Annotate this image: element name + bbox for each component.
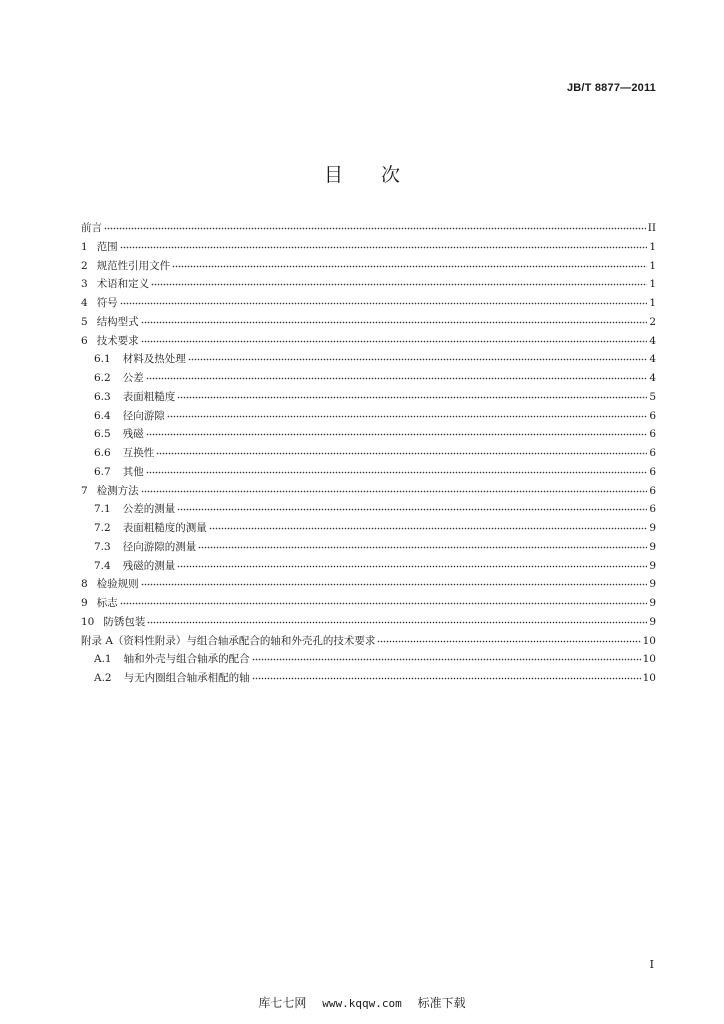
toc-entry-label: 互换性 — [122, 447, 155, 459]
toc-leader-dots — [120, 595, 648, 606]
toc-entry-label: 符号 — [96, 297, 118, 309]
toc-entry-number: 2 — [81, 259, 88, 272]
toc-entry-page: 9 — [649, 615, 656, 628]
toc-entry-label: 表面粗糙度的测量 — [122, 522, 207, 534]
toc-entry-page: 1 — [649, 259, 656, 272]
toc-entry-number: 3 — [81, 278, 88, 291]
toc-leader-dots — [252, 670, 641, 681]
toc-entry[interactable] — [81, 408, 656, 427]
toc-entry-label: 前言 — [81, 222, 102, 234]
toc-leader-dots — [188, 351, 648, 362]
toc-leader-dots — [252, 651, 641, 662]
toc-leader-dots — [146, 426, 648, 437]
toc-entry[interactable] — [81, 445, 656, 464]
toc-entry-number: 5 — [81, 315, 88, 328]
document-code: JB/T 8877—2011 — [566, 82, 656, 94]
toc-leader-dots — [177, 501, 647, 512]
toc-leader-dots — [141, 313, 648, 324]
toc-entry[interactable] — [81, 633, 656, 652]
toc-entry-page: 6 — [649, 503, 656, 516]
toc-entry-label: 范围 — [96, 240, 118, 253]
toc-entry-number: 7.4 — [94, 559, 111, 572]
toc-entry[interactable] — [81, 558, 656, 577]
toc-leader-dots — [120, 238, 648, 249]
toc-entry-label: 技术要求 — [96, 334, 139, 347]
toc-entry-page: 9 — [649, 559, 656, 572]
toc-entry[interactable] — [81, 483, 656, 502]
toc-entry[interactable] — [81, 295, 656, 314]
toc-entry-number: A.1 — [94, 653, 112, 666]
toc-entry-number: 10 — [81, 615, 95, 628]
toc-leader-dots — [167, 407, 648, 418]
toc-entry-number: 6.7 — [94, 465, 111, 478]
toc-entry-page: 4 — [649, 334, 656, 347]
toc-entry-page: 6 — [649, 409, 656, 422]
toc-entry-number: 7 — [81, 484, 88, 497]
toc-leader-dots — [177, 388, 647, 399]
toc-entry[interactable] — [81, 314, 656, 333]
toc-leader-dots — [172, 257, 647, 268]
toc-entry-page: 4 — [649, 372, 656, 384]
toc-entry[interactable] — [81, 220, 656, 239]
toc-entry-page: 9 — [649, 578, 656, 591]
toc-entry-number: 6.4 — [94, 409, 111, 422]
toc-entry[interactable] — [81, 670, 656, 689]
toc-entry-label: 公差 — [122, 372, 144, 384]
toc-entry-label: 防锈包装 — [103, 615, 146, 628]
toc-entry-number: A.2 — [94, 672, 112, 684]
toc-entry-page: 9 — [649, 597, 656, 609]
toc-leader-dots — [377, 632, 640, 643]
toc-entry[interactable] — [81, 539, 656, 558]
toc-leader-dots — [198, 538, 647, 549]
table-of-contents — [81, 220, 656, 689]
toc-leader-dots — [147, 613, 647, 624]
toc-leader-dots — [141, 332, 648, 343]
toc-entry[interactable] — [81, 651, 656, 670]
toc-entry-page: 10 — [642, 634, 656, 647]
page-number: I — [649, 958, 654, 971]
toc-entry-number: 6 — [81, 334, 88, 347]
toc-entry-label: 径向游隙 — [122, 409, 165, 422]
toc-entry[interactable] — [81, 595, 656, 614]
toc-leader-dots — [156, 445, 647, 456]
toc-entry[interactable] — [81, 520, 656, 539]
toc-leader-dots — [151, 276, 647, 287]
toc-entry-number: 7.3 — [94, 540, 111, 553]
toc-leader-dots — [141, 482, 648, 493]
toc-leader-dots — [104, 220, 646, 231]
footer-tagline: 标准下载 — [417, 996, 466, 1010]
toc-entry[interactable] — [81, 389, 656, 408]
toc-entry[interactable] — [81, 276, 656, 295]
toc-entry-page: 10 — [642, 653, 656, 666]
footer-url[interactable]: www.kqqw.com — [322, 997, 402, 1010]
toc-entry-label: 残磁 — [122, 428, 144, 441]
toc-leader-dots — [120, 295, 648, 306]
toc-entry-page: 5 — [649, 390, 656, 403]
toc-entry-number: 9 — [81, 597, 88, 609]
toc-entry-number: 4 — [81, 297, 88, 309]
toc-entry-label: 附录 A（资料性附录）与组合轴承配合的轴和外壳孔的技术要求 — [81, 634, 376, 647]
toc-entry[interactable] — [81, 351, 656, 370]
toc-entry-page: 1 — [649, 297, 656, 309]
toc-entry-number: 6.5 — [94, 428, 111, 441]
toc-entry[interactable] — [81, 501, 656, 520]
toc-entry-page: 9 — [649, 522, 656, 534]
toc-entry-page: 1 — [649, 240, 656, 253]
toc-entry-label: 径向游隙的测量 — [122, 540, 197, 553]
toc-entry-label: 公差的测量 — [122, 503, 176, 516]
footer-site-name: 库七七网 — [258, 996, 307, 1010]
toc-entry[interactable] — [81, 464, 656, 483]
toc-leader-dots — [209, 520, 648, 531]
toc-entry-label: 残磁的测量 — [122, 559, 176, 572]
toc-entry-page: 6 — [649, 447, 656, 459]
toc-entry-number: 6.6 — [94, 447, 111, 459]
toc-entry-label: 其他 — [122, 465, 144, 478]
toc-entry-page: 6 — [649, 484, 656, 497]
toc-leader-dots — [141, 576, 648, 587]
toc-entry-number: 6.3 — [94, 390, 111, 403]
toc-entry-page: 6 — [649, 428, 656, 441]
toc-entry-page: 1 — [649, 278, 656, 291]
toc-entry-number: 8 — [81, 578, 88, 591]
toc-entry-label: 结构型式 — [96, 315, 139, 328]
toc-entry-label: 标志 — [96, 597, 118, 609]
toc-entry-label: 术语和定义 — [96, 278, 150, 291]
toc-leader-dots — [146, 370, 648, 381]
toc-entry[interactable] — [81, 333, 656, 352]
footer — [0, 994, 724, 1011]
toc-entry-label: 规范性引用文件 — [96, 259, 171, 272]
toc-entry-number: 7.2 — [94, 522, 111, 534]
toc-entry-page: 9 — [649, 540, 656, 553]
toc-entry[interactable] — [81, 258, 656, 277]
toc-entry[interactable] — [81, 370, 656, 389]
toc-entry-number: 1 — [81, 240, 88, 253]
toc-entry-label: 检验规则 — [96, 578, 139, 591]
toc-entry[interactable] — [81, 426, 656, 445]
toc-leader-dots — [146, 463, 648, 474]
toc-entry-label: 与无内圈组合轴承相配的轴 — [123, 672, 250, 684]
page-title: 目次 — [323, 164, 438, 186]
toc-entry-label: 检测方法 — [96, 484, 139, 497]
toc-entry[interactable] — [81, 576, 656, 595]
toc-entry[interactable] — [81, 239, 656, 258]
toc-entry-number: 6.1 — [94, 353, 111, 366]
toc-entry-page: 6 — [649, 465, 656, 478]
toc-leader-dots — [177, 557, 647, 568]
toc-entry-label: 表面粗糙度 — [122, 390, 176, 403]
toc-entry[interactable] — [81, 614, 656, 633]
toc-entry-number: 6.2 — [94, 372, 111, 384]
toc-entry-number: 7.1 — [94, 503, 111, 516]
toc-entry-page: 4 — [649, 353, 656, 366]
toc-entry-label: 轴和外壳与组合轴承的配合 — [123, 653, 250, 666]
toc-entry-label: 材料及热处理 — [122, 353, 186, 366]
toc-entry-page: 2 — [649, 315, 656, 328]
toc-entry-page: II — [647, 222, 656, 234]
toc-entry-page: 10 — [642, 672, 656, 684]
